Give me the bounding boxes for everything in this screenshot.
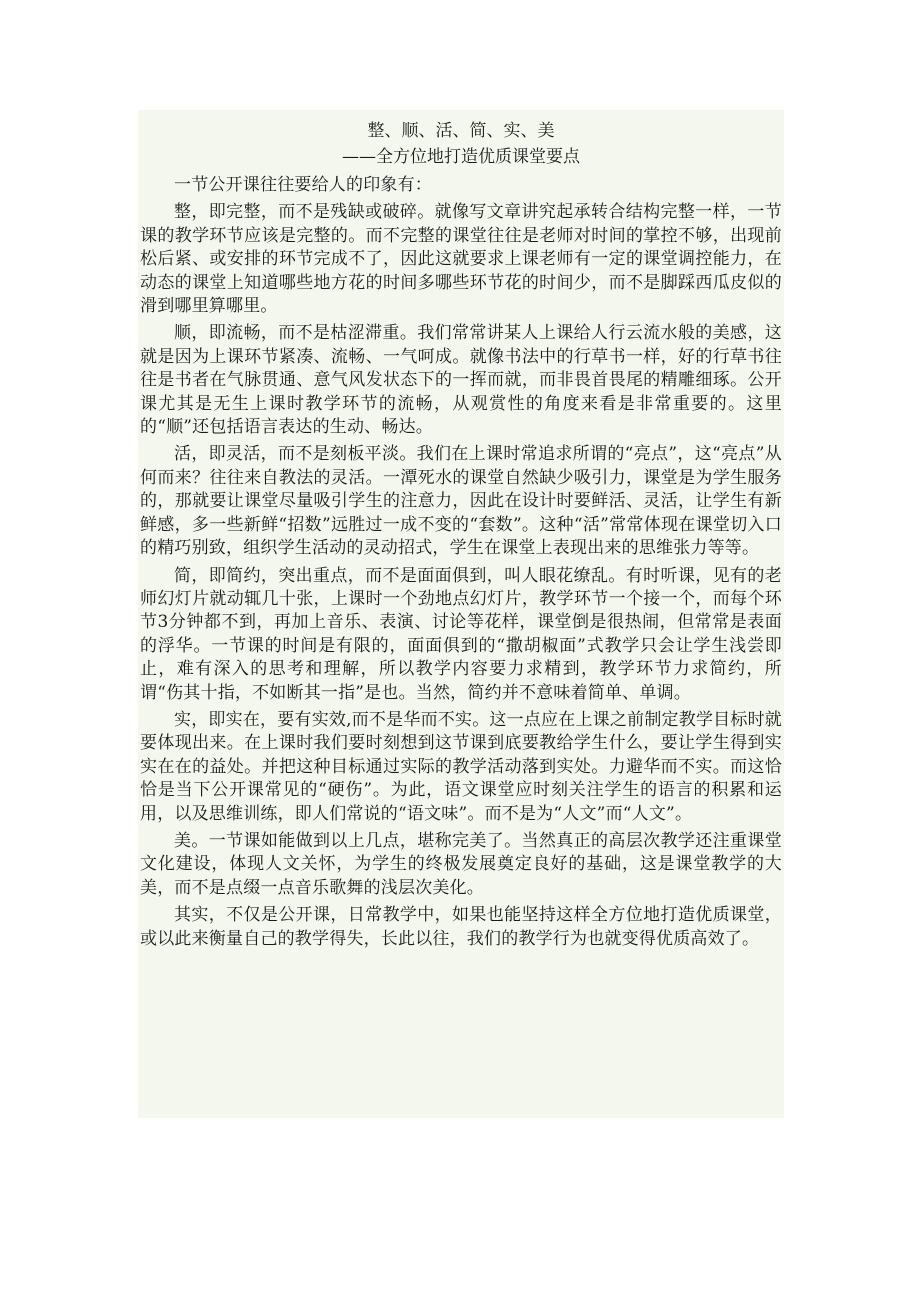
paragraph-jian: 简，即简约，突出重点，而不是面面俱到，叫人眼花缭乱。有时听课，见有的老师幻灯片就动辄几十张，上课时一个劲地点幻灯片，教学环节一个接一个，而每个环节3分钟都不到，再加上音乐、表演、讨论等花样，课堂倒是很热闹，但常常是表面的浮华。一节课的时间是有限的，面面俱到的“撒胡椒面”式教学只会让学生浅尝即止，难有深入的思考和理解，所以教学内容要力求精到，教学环节力求简约，所谓“伤其十指，不如断其一指”是也。当然，简约并不意味着简单、单调。 <box>140 565 782 703</box>
paragraph-mei: 美。一节课如能做到以上几点，堪称完美了。当然真正的高层次教学还注重课堂文化建设，体现人文关怀，为学生的终极发展奠定良好的基础，这是课堂教学的大美，而不是点缀一点音乐歌舞的浅层次美化。 <box>140 830 782 898</box>
paragraph-shi: 实，即实在，要有实效,而不是华而不实。这一点应在上课之前制定教学目标时就要体现出来。在上课时我们要时刻想到这节课到底要教给学生什么，要让学生得到实实在在的益处。并把这种目标通过实际的教学活动落到实处。力避华而不实。而这恰恰是当下公开课常见的“硬伤”。为此，语文课堂应时刻关注学生的语言的积累和运用，以及思维训练，即人们常说的“语文味”。而不是为“人文”而“人文”。 <box>140 709 782 824</box>
paragraph-conclusion: 其实，不仅是公开课，日常教学中，如果也能坚持这样全方位地打造优质课堂，或以此来衡量自己的教学得失，长此以往，我们的教学行为也就变得优质高效了。 <box>140 905 782 949</box>
paragraph-intro: 一节公开课往往要给人的印象有： <box>174 175 432 195</box>
paragraph-shun: 顺，即流畅，而不是枯涩滞重。我们常常讲某人上课给人行云流水般的美感，这就是因为上课环节紧凑、流畅、一气呵成。就像书法中的行草书一样，好的行草书往往是书者在气脉贯通、意气风发状态下的一挥而就，而非畏首畏尾的精雕细琢。公开课尤其是无生上课时教学环节的流畅，从观赏性的角度来看是非常重要的。这里的“顺”还包括语言表达的生动、畅达。 <box>140 323 782 438</box>
document-subtitle: ——全方位地打造优质课堂要点 <box>342 147 580 167</box>
paragraph-huo: 活，即灵活，而不是刻板平淡。我们在上课时常追求所谓的“亮点”，这“亮点”从何而来？往往来自教法的灵活。一潭死水的课堂自然缺少吸引力，课堂是为学生服务的，那就要让课堂尽量吸引学生的注意力，因此在设计时要鲜活、灵活，让学生有新鲜感，多一些新鲜“招数”远胜过一成不变的“套数”。这种“活”常常体现在课堂切入口的精巧别致，组织学生活动的灵动招式，学生在课堂上表现出来的思维张力等等。 <box>140 444 782 559</box>
document-title: 整、顺、活、简、实、美 <box>367 121 555 141</box>
document-body <box>138 110 784 1118</box>
paragraph-zheng: 整，即完整，而不是残缺或破碎。就像写文章讲究起承转合结构完整一样，一节课的教学环节应该是完整的。而不完整的课堂往往是老师对时间的掌控不够，出现前松后紧、或安排的环节完成不了，因此这就要求上课老师有一定的课堂调控能力，在动态的课堂上知道哪些地方花的时间多哪些环节花的时间少，而不是脚踩西瓜皮似的滑到哪里算哪里。 <box>140 202 782 317</box>
